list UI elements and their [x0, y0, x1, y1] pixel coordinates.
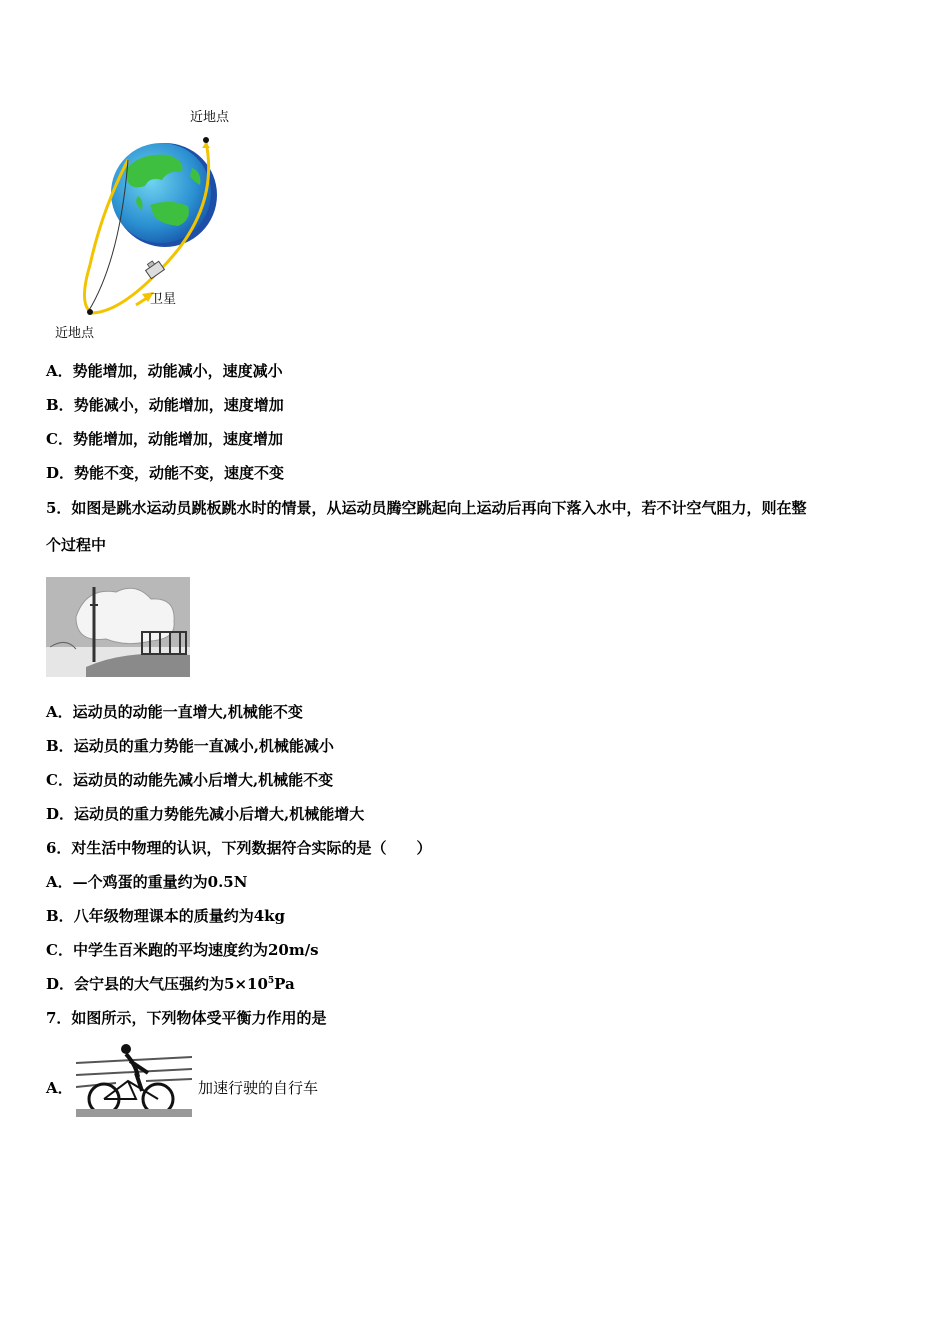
q5-option-b	[46, 736, 334, 756]
option-text: 运动员的重力势能先减小后增大,机械能增大	[74, 805, 365, 823]
label-perigee-top: 近地点	[190, 110, 230, 125]
option-label: A．	[46, 873, 73, 891]
option-text: 势能不变，动能不变，速度不变	[74, 464, 285, 482]
label-perigee-bottom: 近地点	[55, 326, 95, 341]
option-label: C．	[46, 771, 73, 789]
q5-stem-line-1: 5．如图是跳水运动员跳板跳水时的情景，从运动员腾空跳起向上运动后再向下落入水中，若不计空气阻力，则在整	[46, 499, 807, 517]
q6-option-d	[46, 974, 295, 994]
option-label: C．	[46, 941, 73, 959]
option-text: 会宁县的大气压强约为5×10	[74, 975, 268, 993]
bicycle-figure	[76, 1043, 192, 1117]
option-label: B．	[46, 396, 74, 414]
option-label: C．	[46, 430, 73, 448]
option-label: D．	[46, 464, 75, 482]
q5-option-a	[46, 702, 303, 722]
option-text: 势能增加，动能减小，速度减小	[72, 362, 283, 380]
satellite-icon	[143, 258, 164, 279]
q5-option-c	[46, 770, 333, 790]
option-text: 运动员的动能先减小后增大,机械能不变	[72, 771, 334, 789]
q6-option-a	[46, 872, 247, 892]
option-label: A．	[46, 703, 73, 721]
option-text: 运动员的重力势能一直减小,机械能减小	[73, 737, 334, 755]
diving-image	[46, 577, 190, 677]
q4-option-b	[46, 395, 284, 415]
bicycle-image	[76, 1043, 192, 1117]
option-text: 势能增加，动能增加，速度增加	[72, 430, 283, 448]
q4-option-a	[46, 361, 283, 381]
label-satellite: 卫星	[150, 292, 177, 307]
q4-option-d	[46, 463, 284, 483]
q7-option-a-text: 加速行驶的自行车	[198, 1079, 319, 1097]
option-text: 中学生百米跑的平均速度约为20m/s	[72, 941, 319, 959]
q6-option-b	[46, 906, 285, 926]
option-label: B．	[46, 737, 74, 755]
option-label: D．	[46, 975, 75, 993]
option-text: 运动员的动能一直增大,机械能不变	[72, 703, 303, 721]
q4-option-c	[46, 429, 283, 449]
q6-stem: 6．对生活中物理的认识，下列数据符合实际的是（ ）	[46, 839, 432, 857]
q6-option-c	[46, 940, 319, 960]
option-text: 势能减小，动能增加，速度增加	[73, 396, 284, 414]
q5-stem-line-2: 个过程中	[46, 536, 107, 554]
orbit-figure	[50, 100, 250, 345]
q5-option-d	[46, 804, 364, 824]
option-label: A．	[46, 362, 73, 380]
q7-option-a-label: A．	[46, 1079, 73, 1097]
orbit-diagram	[50, 100, 250, 345]
exponent: 5	[267, 976, 275, 986]
option-text: 八年级物理课本的质量约为4kg	[73, 907, 286, 925]
diving-figure	[46, 577, 190, 677]
q7-stem: 7．如图所示，下列物体受平衡力作用的是	[46, 1009, 327, 1027]
unit: Pa	[274, 975, 295, 993]
option-label: B．	[46, 907, 74, 925]
option-text: —个鸡蛋的重量约为0.5N	[72, 873, 248, 891]
option-label: D．	[46, 805, 75, 823]
